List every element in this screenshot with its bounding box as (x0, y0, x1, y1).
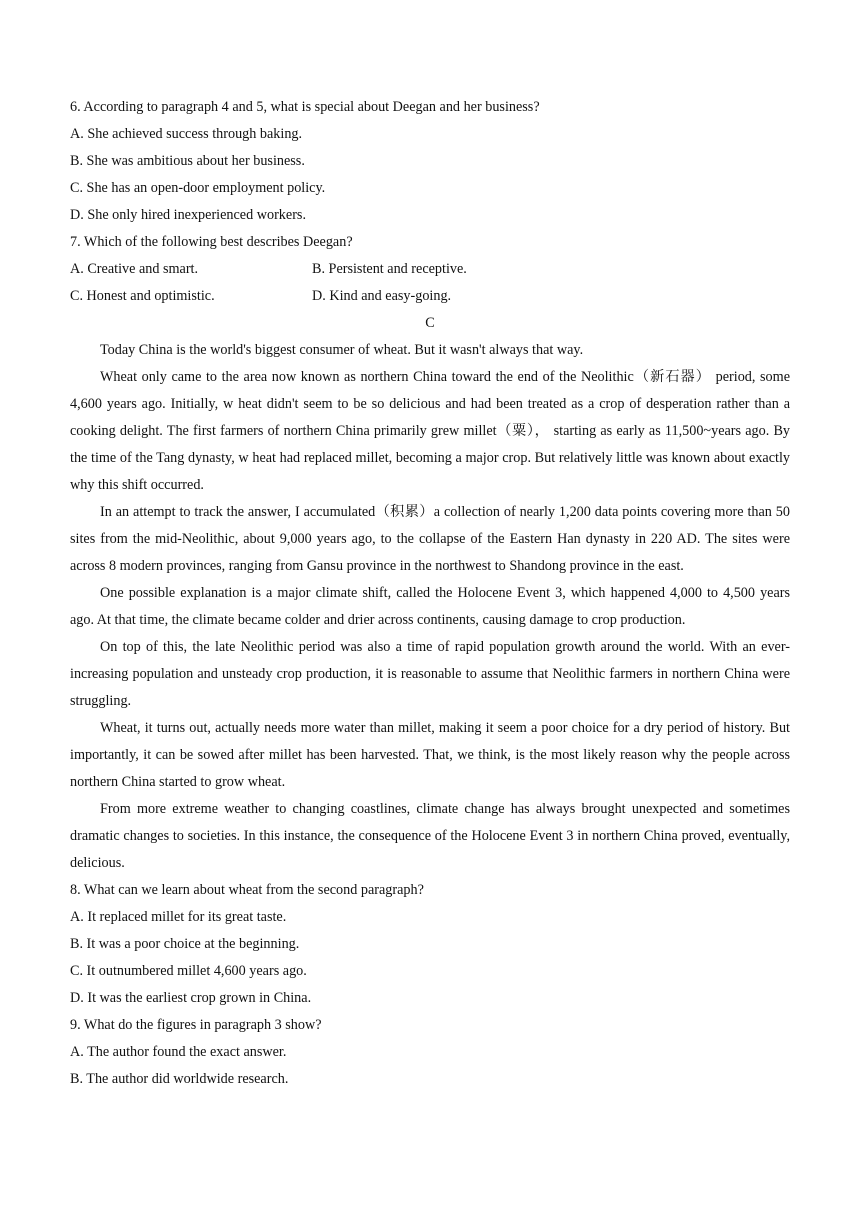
passage-paragraph-3: In an attempt to track the answer, I accumulated（积累）a collection of nearly 1,200 data points covering more than 50 sites from the mid-Neolithic, about 9,000 years ago, to the collapse of the Eastern Han dynasty in 220 AD. The sites were across 8 modern provinces, ranging from Gansu province in the northwest to Shandong province in the east. (70, 504, 790, 574)
question-6-option-d: D. She only hired inexperienced workers. (70, 207, 306, 223)
question-7-option-a: A. Creative and smart. (70, 261, 199, 277)
question-7-stem: 7. Which of the following best describes Deegan? (70, 234, 353, 250)
question-8-stem: 8. What can we learn about wheat from the second paragraph? (70, 882, 424, 898)
passage-paragraph-1: Today China is the world's biggest consumer of wheat. But it wasn't always that way. (100, 342, 584, 358)
section-label: C (425, 315, 435, 331)
question-9-stem: 9. What do the figures in paragraph 3 show? (70, 1017, 322, 1033)
question-6-option-b: B. She was ambitious about her business. (70, 153, 305, 169)
document-page (70, 94, 790, 1093)
question-8-option-b: B. It was a poor choice at the beginning. (70, 936, 300, 952)
question-6-option-a: A. She achieved success through baking. (70, 126, 303, 142)
question-6-stem: 6. According to paragraph 4 and 5, what is special about Deegan and her business? (70, 99, 540, 115)
question-8-option-d: D. It was the earliest crop grown in China. (70, 990, 312, 1006)
question-7-option-d: D. Kind and easy-going. (312, 288, 452, 304)
question-6-option-c: C. She has an open-door employment policy. (70, 180, 326, 196)
question-9-option-a: A. The author found the exact answer. (70, 1044, 287, 1060)
question-7-option-b: B. Persistent and receptive. (312, 261, 467, 277)
question-8-option-c: C. It outnumbered millet 4,600 years ago. (70, 963, 307, 979)
question-8-option-a: A. It replaced millet for its great taste. (70, 909, 287, 925)
question-9-option-b: B. The author did worldwide research. (70, 1071, 289, 1087)
passage-paragraph-4: One possible explanation is a major climate shift, called the Holocene Event 3, which happened 4,000 to 4,500 years ago. At that time, the climate became colder and drier across continents, causing damage to crop production. (70, 585, 790, 628)
question-7-options-row-1 (70, 256, 790, 283)
passage-paragraph-7: From more extreme weather to changing coastlines, climate change has always brought unexpected and sometimes dramatic changes to societies. In this instance, the consequence of the Holocene Event 3 in northern China proved, eventually, delicious. (70, 801, 790, 871)
passage-paragraph-5: On top of this, the late Neolithic period was also a time of rapid population growth around the world. With an ever-increasing population and unsteady crop production, it is reasonable to assume that Neolithic farmers in northern China were struggling. (70, 639, 790, 709)
passage-paragraph-6: Wheat, it turns out, actually needs more water than millet, making it seem a poor choice for a dry period of history. But importantly, it can be sowed after millet has been harvested. That, we think, is the most likely reason why the people across northern China started to grow wheat. (70, 720, 790, 790)
passage-paragraph-2: Wheat only came to the area now known as northern China toward the end of the Neolithic（新石器） period, some 4,600 years ago. Initially, w heat didn't seem to be so delicious and had been treated as a crop of desperation rather than a cooking delight. The first farmers of northern China primarily grew millet（粟）， starting as early as 11,500~years ago. By the time of the Tang dynasty, w heat had replaced millet, becoming a major crop. But relatively little was known about exactly why this shift occurred. (70, 369, 790, 493)
question-7-option-c: C. Honest and optimistic. (70, 288, 215, 304)
question-7-options-row-2 (70, 283, 790, 310)
